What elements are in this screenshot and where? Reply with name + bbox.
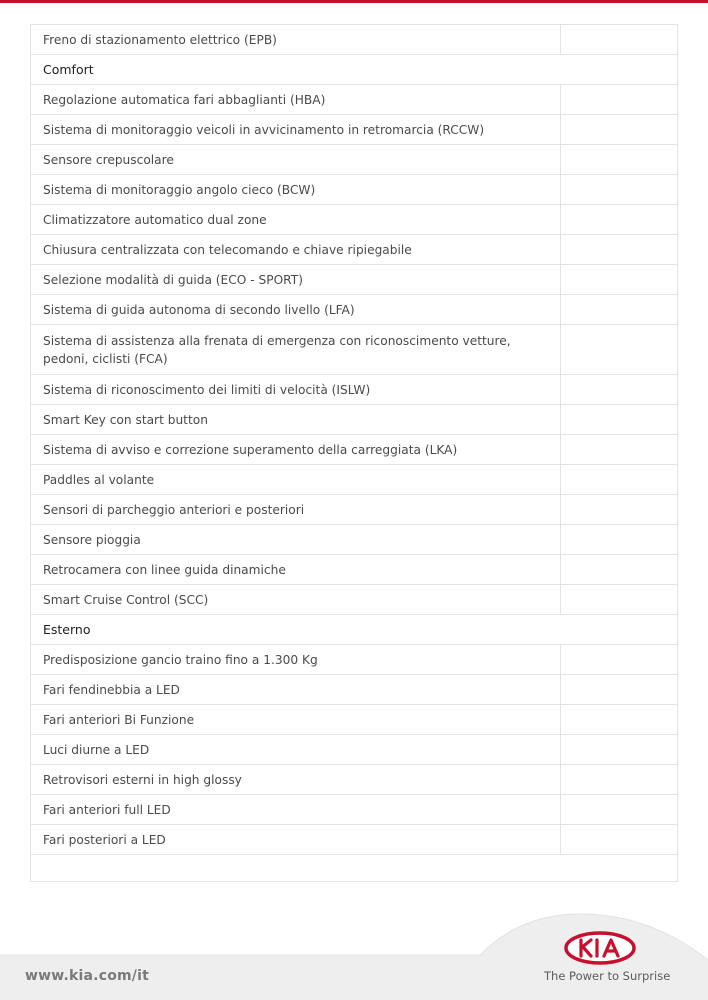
- feature-value-cell: [560, 405, 677, 434]
- feature-row: [31, 265, 677, 295]
- feature-value-cell: [560, 375, 677, 404]
- feature-row: [31, 235, 677, 265]
- feature-value-cell: [560, 465, 677, 494]
- feature-row: [31, 765, 677, 795]
- section-header-row: [31, 615, 677, 645]
- feature-value-cell: [560, 175, 677, 204]
- feature-row: [31, 585, 677, 615]
- feature-value-cell: [560, 435, 677, 464]
- feature-row: [31, 465, 677, 495]
- section-title: Esterno: [43, 621, 91, 637]
- feature-row: [31, 645, 677, 675]
- feature-row: [31, 405, 677, 435]
- feature-row: [31, 675, 677, 705]
- feature-label: Sensori di parcheggio anteriori e posteriori: [43, 502, 305, 517]
- feature-value-cell: [560, 795, 677, 824]
- feature-row: [31, 325, 677, 375]
- feature-row: [31, 495, 677, 525]
- feature-row: [31, 735, 677, 765]
- feature-value-cell: [560, 825, 677, 854]
- feature-label: Fari fendinebbia a LED: [43, 682, 180, 697]
- feature-row: [31, 705, 677, 735]
- feature-label: Fari anteriori full LED: [43, 802, 171, 817]
- feature-label: Sensore pioggia: [43, 532, 141, 547]
- feature-value-cell: [560, 675, 677, 704]
- feature-label: Fari anteriori Bi Funzione: [43, 712, 195, 727]
- feature-value-cell: [560, 85, 677, 114]
- section-title: Comfort: [43, 61, 94, 77]
- feature-value-cell: [560, 705, 677, 734]
- feature-row: [31, 175, 677, 205]
- feature-value-cell: [560, 265, 677, 294]
- feature-label: Paddles al volante: [43, 472, 155, 487]
- feature-value-cell: [560, 555, 677, 584]
- feature-label: Sistema di riconoscimento dei limiti di velocità (ISLW): [43, 382, 371, 397]
- page-footer: [0, 910, 708, 1000]
- feature-label: Retrocamera con linee guida dinamiche: [43, 562, 286, 577]
- feature-row: [31, 85, 677, 115]
- top-accent-bar: [0, 0, 708, 3]
- website-link[interactable]: www.kia.com/it: [25, 968, 150, 984]
- kia-logo: [563, 930, 637, 966]
- section-header-row: [31, 55, 677, 85]
- feature-row: [31, 375, 677, 405]
- feature-label: Sistema di monitoraggio veicoli in avvicinamento in retromarcia (RCCW): [43, 122, 485, 137]
- feature-row: [31, 435, 677, 465]
- feature-label: Retrovisori esterni in high glossy: [43, 772, 242, 787]
- feature-label: Chiusura centralizzata con telecomando e chiave ripiegabile: [43, 242, 412, 257]
- feature-value-cell: [560, 645, 677, 674]
- feature-label: Sensore crepuscolare: [43, 152, 174, 167]
- feature-label: Predisposizione gancio traino fino a 1.300 Kg: [43, 652, 318, 667]
- feature-row: [31, 525, 677, 555]
- feature-value-cell: [560, 295, 677, 324]
- feature-value-cell: [560, 145, 677, 174]
- feature-row: [31, 145, 677, 175]
- feature-row: [31, 25, 677, 55]
- feature-label: Sistema di assistenza alla frenata di emergenza con riconoscimento vetture, pedoni, ciclisti (FCA): [43, 333, 511, 366]
- feature-label: Climatizzatore automatico dual zone: [43, 212, 267, 227]
- brand-tagline: The Power to Surprise: [544, 969, 671, 983]
- feature-value-cell: [560, 735, 677, 764]
- feature-value-cell: [560, 765, 677, 794]
- feature-row: [31, 825, 677, 855]
- feature-row: [31, 295, 677, 325]
- feature-value-cell: [560, 495, 677, 524]
- feature-label: Sistema di monitoraggio angolo cieco (BCW): [43, 182, 316, 197]
- feature-value-cell: [560, 525, 677, 554]
- feature-label: Regolazione automatica fari abbaglianti (HBA): [43, 92, 326, 107]
- feature-label: Freno di stazionamento elettrico (EPB): [43, 32, 277, 47]
- feature-label: Luci diurne a LED: [43, 742, 150, 757]
- feature-label: Sistema di avviso e correzione superamento della carreggiata (LKA): [43, 442, 458, 457]
- feature-row: [31, 555, 677, 585]
- feature-value-cell: [560, 25, 677, 54]
- equipment-table: [30, 24, 678, 882]
- feature-label: Fari posteriori a LED: [43, 832, 166, 847]
- table-bottom-spacer: [31, 855, 677, 881]
- feature-row: [31, 205, 677, 235]
- feature-value-cell: [560, 585, 677, 614]
- feature-label: Smart Cruise Control (SCC): [43, 592, 209, 607]
- feature-value-cell: [560, 325, 677, 374]
- feature-row: [31, 795, 677, 825]
- feature-value-cell: [560, 115, 677, 144]
- feature-row: [31, 115, 677, 145]
- feature-value-cell: [560, 235, 677, 264]
- feature-label: Sistema di guida autonoma di secondo livello (LFA): [43, 302, 355, 317]
- feature-label: Selezione modalità di guida (ECO - SPORT): [43, 272, 303, 287]
- feature-value-cell: [560, 205, 677, 234]
- feature-label: Smart Key con start button: [43, 412, 208, 427]
